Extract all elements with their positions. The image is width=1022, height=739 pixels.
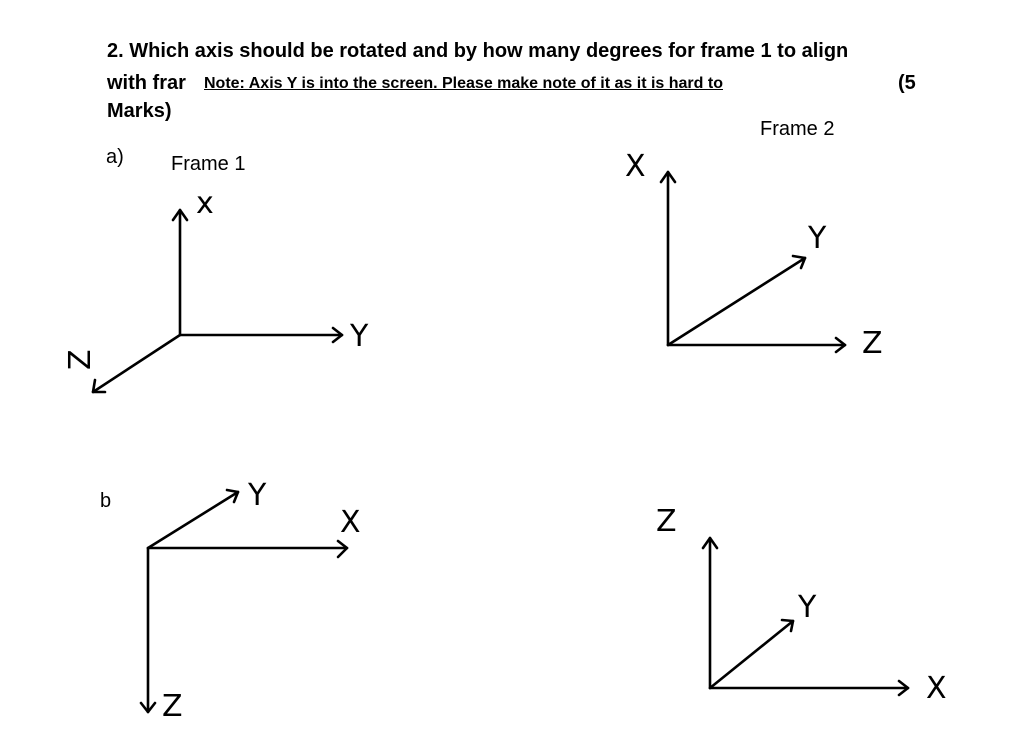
frame1a-right-label: Y xyxy=(350,319,369,354)
frame1a-diag-label: Z xyxy=(63,349,98,370)
question-line-1: 2. Which axis should be rotated and by how many degrees for frame 1 to align xyxy=(107,40,849,62)
frame1b-down-label: Z xyxy=(162,689,183,724)
frame2b-diag-label: Y xyxy=(798,590,817,625)
frame-2-axes-a xyxy=(625,149,883,361)
part-a-label: a) xyxy=(106,146,124,168)
frame2a-y-axis xyxy=(668,258,805,345)
frame-1-title: Frame 1 xyxy=(171,153,246,175)
frame1a-up-label: x xyxy=(196,186,214,221)
question-line-2: with frar xyxy=(107,72,186,94)
frame2b-right-label: X xyxy=(926,671,947,706)
frame1b-diag-label: Y xyxy=(248,478,267,513)
frame-2-title: Frame 2 xyxy=(760,118,835,140)
note-text: Note: Axis Y is into the screen. Please make note of it as it is hard to xyxy=(204,75,723,92)
frame-1-axes-a xyxy=(63,186,369,392)
frame1b-right-label: X xyxy=(340,505,361,540)
frame-1-axes-b xyxy=(141,478,361,724)
marks-label: (5 xyxy=(898,72,916,94)
frame1a-z-axis xyxy=(93,335,180,392)
frame2a-up-label: X xyxy=(625,149,646,184)
question-line-3: Marks) xyxy=(107,100,172,122)
frame2b-up-label: Z xyxy=(656,504,677,539)
frame2a-diag-label: Y xyxy=(808,221,827,256)
frame2b-y-axis xyxy=(710,621,793,688)
frame1b-y-axis xyxy=(148,492,238,548)
frame-2-axes-b xyxy=(656,504,947,706)
frame2a-right-label: Z xyxy=(862,326,883,361)
part-b-label: b xyxy=(100,490,112,512)
